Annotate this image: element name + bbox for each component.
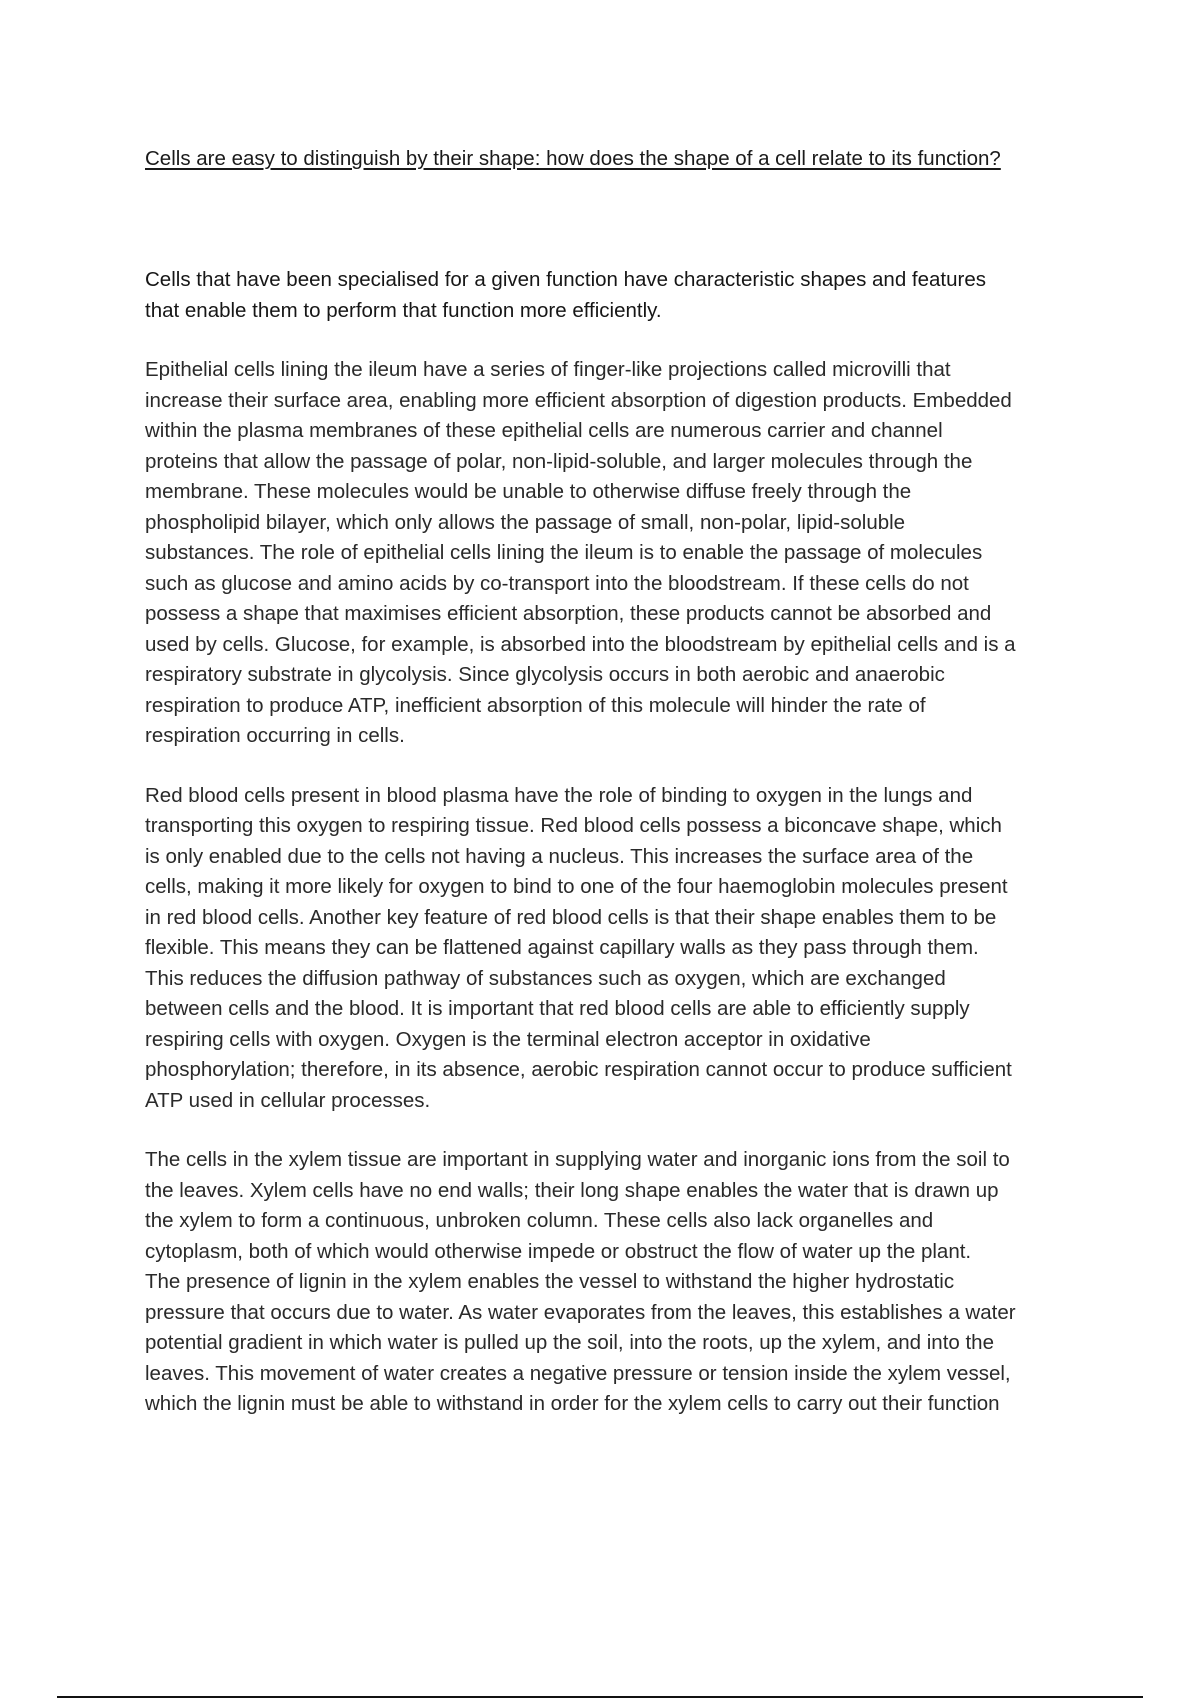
paragraph-line: the xylem to form a continuous, unbroken column. These cells also lack organelles and [145, 1209, 934, 1232]
page-bottom-rule [57, 1696, 1143, 1698]
paragraph-line: between cells and the blood. It is important that red blood cells are able to efficiently supply [145, 997, 970, 1020]
paragraph-line: cells, making it more likely for oxygen to bind to one of the four haemoglobin molecules present [145, 875, 1008, 898]
paragraph-line: leaves. This movement of water creates a negative pressure or tension inside the xylem vessel, [145, 1361, 1011, 1385]
paragraph-line: in red blood cells. Another key feature of red blood cells is that their shape enables them to be [145, 905, 997, 929]
paragraph-line: respiration occurring in cells. [145, 724, 405, 747]
paragraph-line: used by cells. Glucose, for example, is absorbed into the bloodstream by epithelial cells and is a [145, 632, 1016, 656]
paragraph-line: is only enabled due to the cells not having a nucleus. This increases the surface area of the [145, 844, 974, 868]
paragraph-line: potential gradient in which water is pulled up the soil, into the roots, up the xylem, and into the [145, 1331, 994, 1354]
paragraph-line: which the lignin must be able to withstand in order for the xylem cells to carry out their function [145, 1392, 1000, 1415]
document-body [145, 265, 1090, 1449]
paragraph-line: increase their surface area, enabling more efficient absorption of digestion products. Embedded [145, 388, 1012, 412]
paragraph-line: within the plasma membranes of these epithelial cells are numerous carrier and channel [145, 419, 943, 442]
paragraph-line: respiring cells with oxygen. Oxygen is the terminal electron acceptor in oxidative [145, 1027, 871, 1051]
paragraph-line: phosphorylation; therefore, in its absence, aerobic respiration cannot occur to produce sufficient [145, 1058, 1012, 1081]
paragraph-line: This reduces the diffusion pathway of substances such as oxygen, which are exchanged [145, 966, 946, 990]
paragraph-line: The cells in the xylem tissue are important in supplying water and inorganic ions from the soil to [145, 1148, 1010, 1171]
paragraph-line: membrane. These molecules would be unable to otherwise diffuse freely through the [145, 480, 912, 503]
paragraph-line: Epithelial cells lining the ileum have a series of finger-like projections called microvilli that [145, 358, 951, 381]
paragraph-line: flexible. This means they can be flattened against capillary walls as they pass through them. [145, 936, 979, 959]
paragraph-line: proteins that allow the passage of polar, non-lipid-soluble, and larger molecules through the [145, 449, 973, 473]
paragraph-line: transporting this oxygen to respiring tissue. Red blood cells possess a biconcave shape, which [145, 814, 1002, 837]
paragraph-line: possess a shape that maximises efficient absorption, these products cannot be absorbed and [145, 602, 992, 625]
paragraph-line: that enable them to perform that function more efficiently. [145, 298, 662, 322]
paragraph-line: pressure that occurs due to water. As water evaporates from the leaves, this establishes a water [145, 1300, 1016, 1324]
document-title: Cells are easy to distinguish by their shape: how does the shape of a cell relate to its function? [145, 147, 1001, 170]
paragraph-line: The presence of lignin in the xylem enables the vessel to withstand the higher hydrostatic [145, 1270, 955, 1293]
paragraph-line: such as glucose and amino acids by co-transport into the bloodstream. If these cells do not [145, 571, 969, 595]
paragraph-line: the leaves. Xylem cells have no end walls; their long shape enables the water that is drawn up [145, 1178, 999, 1202]
paragraph-1 [145, 265, 1090, 326]
paragraph-4 [145, 1145, 1090, 1420]
paragraph-line: phospholipid bilayer, which only allows the passage of small, non-polar, lipid-soluble [145, 510, 906, 534]
paragraph-line: cytoplasm, both of which would otherwise impede or obstruct the flow of water up the plant. [145, 1239, 972, 1263]
paragraph-line: ATP used in cellular processes. [145, 1088, 431, 1112]
paragraph-line: respiration to produce ATP, inefficient absorption of this molecule will hinder the rate of [145, 693, 926, 717]
paragraph-3 [145, 781, 1090, 1117]
paragraph-line: respiratory substrate in glycolysis. Since glycolysis occurs in both aerobic and anaerobic [145, 663, 945, 686]
paragraph-line: Red blood cells present in blood plasma have the role of binding to oxygen in the lungs and [145, 783, 973, 807]
paragraph-line: Cells that have been specialised for a given function have characteristic shapes and features [145, 268, 987, 291]
paragraph-2 [145, 355, 1090, 752]
paragraph-line: substances. The role of epithelial cells lining the ileum is to enable the passage of molecules [145, 541, 983, 564]
